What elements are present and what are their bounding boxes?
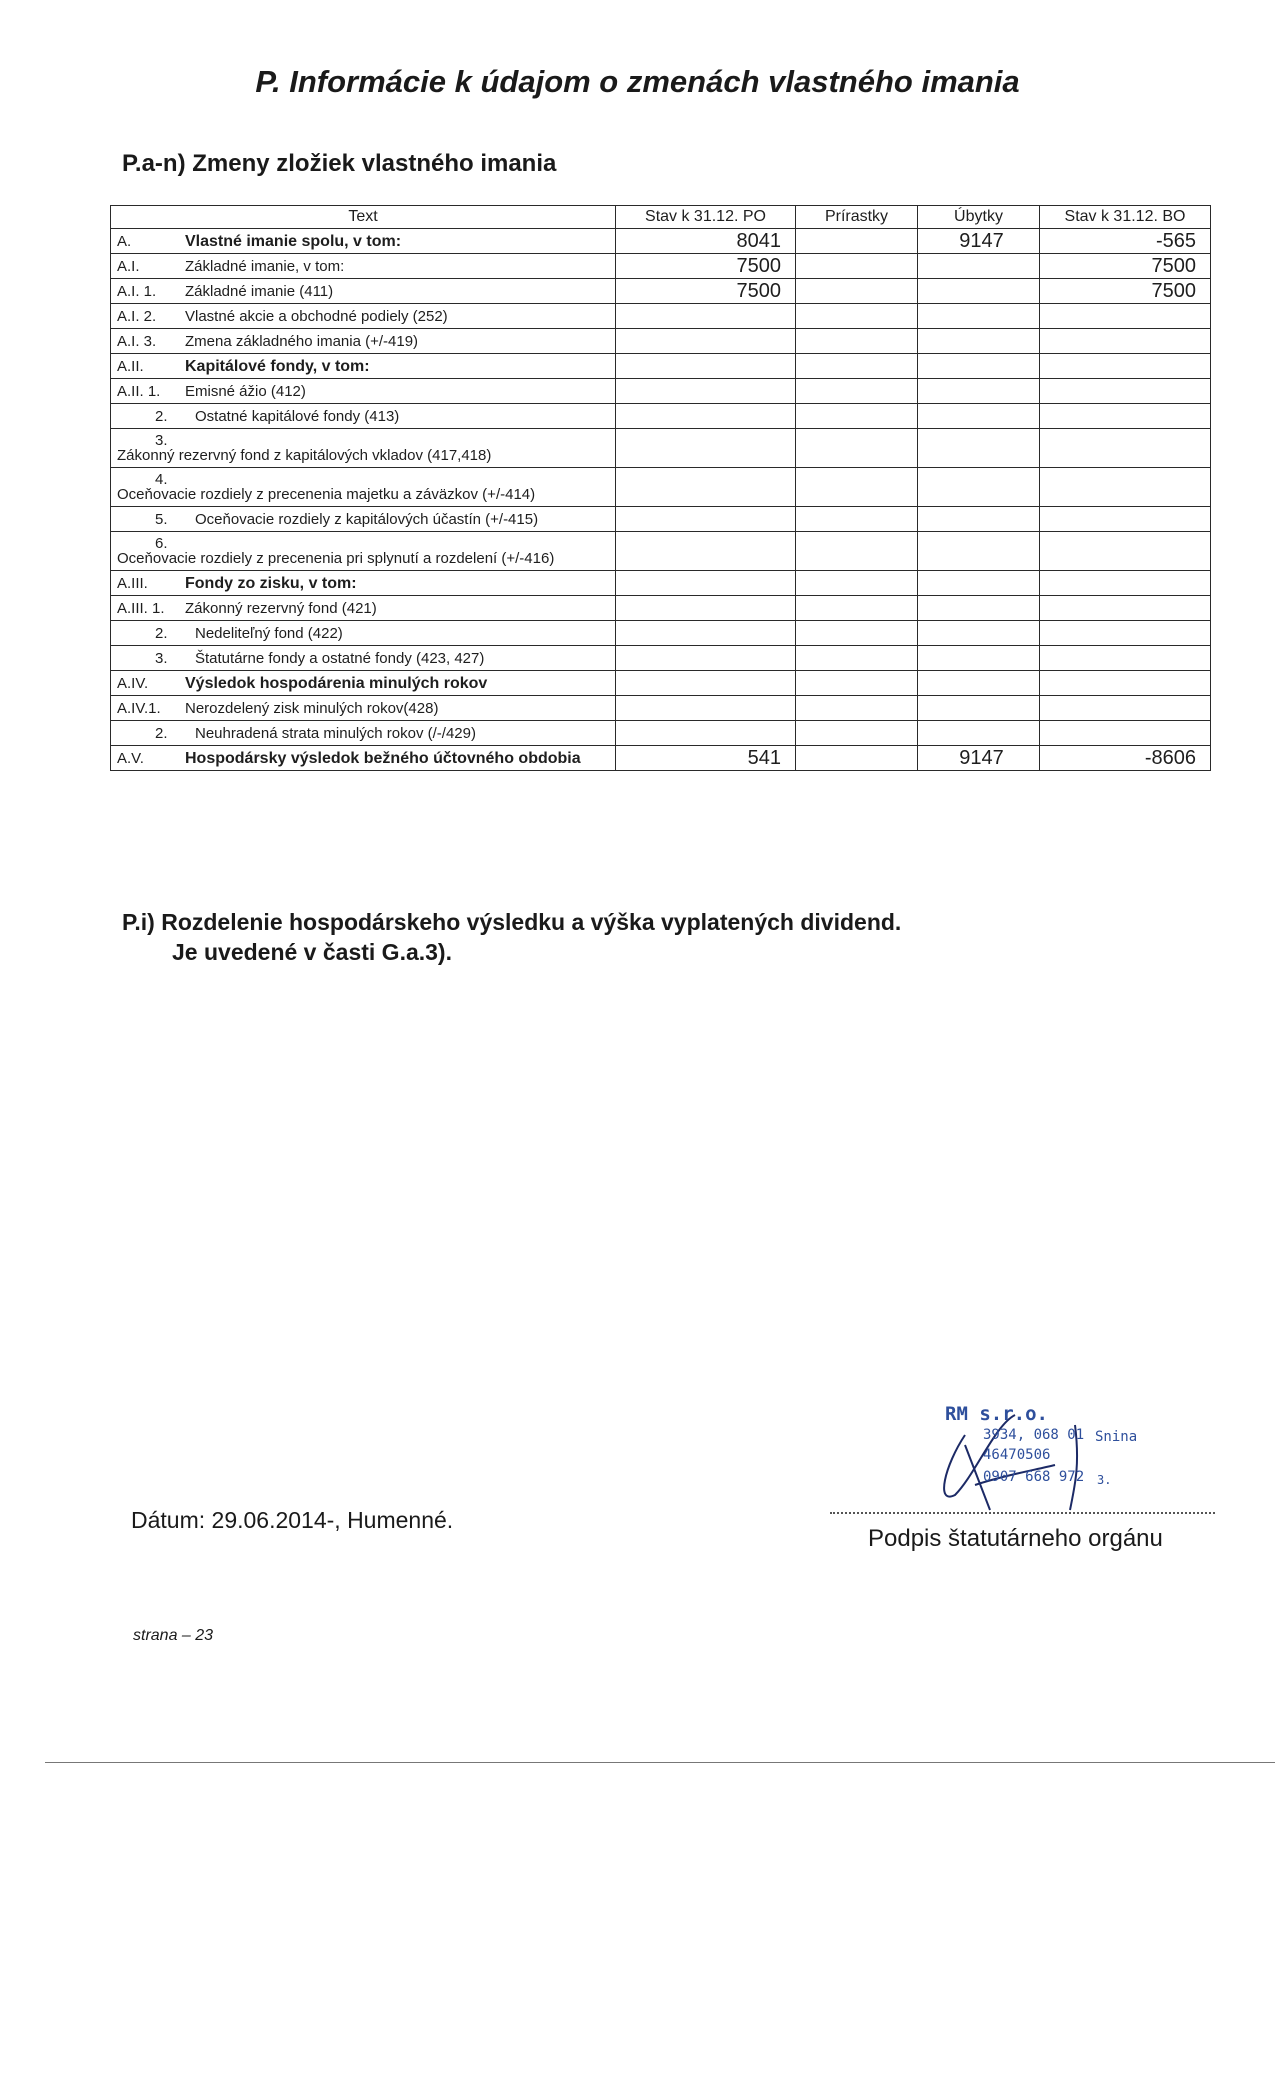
section-pi bbox=[122, 907, 901, 967]
cell-prirastky bbox=[796, 279, 918, 304]
cell-stav-bo: -565 bbox=[1040, 229, 1211, 254]
row-code: A.V. bbox=[117, 749, 144, 767]
cell-prirastky bbox=[796, 507, 918, 532]
stamp-city: Snina bbox=[1095, 1429, 1138, 1445]
row-label-cell bbox=[111, 571, 616, 596]
row-label-cell bbox=[111, 532, 616, 571]
cell-ubytky bbox=[918, 671, 1040, 696]
cell-ubytky bbox=[918, 596, 1040, 621]
cell-ubytky bbox=[918, 279, 1040, 304]
stamp-phone: 0907 668 972 bbox=[983, 1469, 1085, 1485]
cell-prirastky bbox=[796, 229, 918, 254]
cell-stav-po bbox=[616, 721, 796, 746]
cell-prirastky bbox=[796, 429, 918, 468]
cell-ubytky bbox=[918, 404, 1040, 429]
cell-prirastky bbox=[796, 379, 918, 404]
table-row bbox=[111, 507, 1211, 532]
row-code: A.I. bbox=[117, 257, 140, 275]
row-label-cell bbox=[111, 696, 616, 721]
stamp-company: RM s.r.o. bbox=[945, 1403, 1048, 1425]
row-code: 2. bbox=[155, 624, 168, 642]
table-row bbox=[111, 746, 1211, 771]
cell-stav-po bbox=[616, 304, 796, 329]
cell-stav-po bbox=[616, 429, 796, 468]
row-label: Vlastné imanie spolu, v tom: bbox=[185, 232, 402, 250]
row-label-cell bbox=[111, 354, 616, 379]
col-header-ubytky: Úbytky bbox=[918, 206, 1040, 229]
row-code: A. bbox=[117, 232, 132, 250]
cell-stav-po bbox=[616, 596, 796, 621]
row-label-cell bbox=[111, 646, 616, 671]
row-code: 2. bbox=[155, 407, 168, 425]
cell-stav-po bbox=[616, 507, 796, 532]
cell-stav-bo: 7500 bbox=[1040, 279, 1211, 304]
cell-stav-bo bbox=[1040, 329, 1211, 354]
row-label: Základné imanie, v tom: bbox=[185, 257, 345, 275]
col-header-stav-po: Stav k 31.12. PO bbox=[616, 206, 796, 229]
cell-stav-po bbox=[616, 379, 796, 404]
table-row bbox=[111, 671, 1211, 696]
cell-ubytky bbox=[918, 571, 1040, 596]
cell-stav-bo: -8606 bbox=[1040, 746, 1211, 771]
row-label: Oceňovacie rozdiely z kapitálových účastín (+/-415) bbox=[195, 510, 539, 528]
row-label: Zmena základného imania (+/-419) bbox=[185, 332, 419, 350]
cell-ubytky bbox=[918, 646, 1040, 671]
footer-divider bbox=[45, 1762, 1275, 1763]
col-header-prirastky: Prírastky bbox=[796, 206, 918, 229]
cell-prirastky bbox=[796, 721, 918, 746]
cell-prirastky bbox=[796, 304, 918, 329]
cell-stav-po bbox=[616, 329, 796, 354]
row-code: 4. bbox=[155, 471, 168, 488]
table-row bbox=[111, 254, 1211, 279]
cell-prirastky bbox=[796, 329, 918, 354]
cell-prirastky bbox=[796, 646, 918, 671]
cell-stav-bo: 7500 bbox=[1040, 254, 1211, 279]
row-label: Oceňovacie rozdiely z precenenia majetku a záväzkov (+/-414) bbox=[117, 486, 536, 503]
document-title: P. Informácie k údajom o zmenách vlastného imania bbox=[255, 64, 1020, 99]
row-label: Neuhradená strata minulých rokov (/-/429) bbox=[195, 724, 476, 742]
row-label-cell bbox=[111, 671, 616, 696]
table-row bbox=[111, 354, 1211, 379]
table-row bbox=[111, 571, 1211, 596]
cell-ubytky bbox=[918, 621, 1040, 646]
cell-stav-bo bbox=[1040, 671, 1211, 696]
row-label: Vlastné akcie a obchodné podiely (252) bbox=[185, 307, 448, 325]
cell-stav-po bbox=[616, 571, 796, 596]
table-row bbox=[111, 379, 1211, 404]
table-row bbox=[111, 329, 1211, 354]
cell-stav-bo bbox=[1040, 696, 1211, 721]
signature-label: Podpis štatutárneho orgánu bbox=[868, 1525, 1163, 1552]
cell-ubytky: 9147 bbox=[918, 746, 1040, 771]
cell-stav-po bbox=[616, 404, 796, 429]
row-code: A.I. 2. bbox=[117, 307, 157, 325]
cell-prirastky bbox=[796, 532, 918, 571]
cell-stav-po: 7500 bbox=[616, 279, 796, 304]
cell-stav-bo bbox=[1040, 404, 1211, 429]
cell-stav-bo bbox=[1040, 621, 1211, 646]
cell-stav-po bbox=[616, 354, 796, 379]
row-label-cell bbox=[111, 429, 616, 468]
table-row bbox=[111, 429, 1211, 468]
cell-prirastky bbox=[796, 746, 918, 771]
cell-ubytky bbox=[918, 532, 1040, 571]
page-number: strana – 23 bbox=[133, 1627, 214, 1644]
row-label-cell bbox=[111, 596, 616, 621]
row-label-cell bbox=[111, 304, 616, 329]
table-row bbox=[111, 304, 1211, 329]
cell-ubytky bbox=[918, 329, 1040, 354]
table-row bbox=[111, 721, 1211, 746]
row-label: Kapitálové fondy, v tom: bbox=[185, 357, 370, 375]
cell-stav-po bbox=[616, 621, 796, 646]
cell-prirastky bbox=[796, 696, 918, 721]
equity-changes-table bbox=[110, 205, 1211, 771]
row-label-cell bbox=[111, 468, 616, 507]
row-label: Fondy zo zisku, v tom: bbox=[185, 574, 357, 592]
row-code: A.II. 1. bbox=[117, 382, 161, 400]
cell-stav-bo bbox=[1040, 379, 1211, 404]
table-row bbox=[111, 532, 1211, 571]
row-code: A.III. 1. bbox=[117, 599, 165, 617]
table-row bbox=[111, 279, 1211, 304]
cell-stav-bo bbox=[1040, 571, 1211, 596]
row-label: Zákonný rezervný fond (421) bbox=[185, 599, 377, 617]
row-label-cell bbox=[111, 621, 616, 646]
row-code: A.I. 3. bbox=[117, 332, 157, 350]
row-label: Zákonný rezervný fond z kapitálových vkladov (417,418) bbox=[117, 447, 492, 464]
cell-stav-bo bbox=[1040, 721, 1211, 746]
cell-stav-bo bbox=[1040, 532, 1211, 571]
stamp-postcode: 3934, 068 01 bbox=[983, 1427, 1085, 1443]
row-label-cell bbox=[111, 721, 616, 746]
table-row bbox=[111, 621, 1211, 646]
cell-ubytky bbox=[918, 254, 1040, 279]
row-label: Ostatné kapitálové fondy (413) bbox=[195, 407, 400, 425]
row-label-cell bbox=[111, 507, 616, 532]
table-body bbox=[111, 229, 1211, 771]
row-label: Nerozdelený zisk minulých rokov(428) bbox=[185, 699, 439, 717]
row-label: Emisné ážio (412) bbox=[185, 382, 306, 400]
row-label-cell bbox=[111, 379, 616, 404]
col-header-text: Text bbox=[111, 206, 616, 229]
cell-ubytky bbox=[918, 468, 1040, 507]
col-header-stav-bo: Stav k 31.12. BO bbox=[1040, 206, 1211, 229]
cell-ubytky bbox=[918, 721, 1040, 746]
row-label: Základné imanie (411) bbox=[185, 282, 334, 300]
table-row bbox=[111, 404, 1211, 429]
row-label-cell bbox=[111, 229, 616, 254]
row-code: A.I. 1. bbox=[117, 282, 157, 300]
row-code: A.IV. bbox=[117, 674, 149, 692]
cell-prirastky bbox=[796, 621, 918, 646]
section-title: P.a-n) Zmeny zložiek vlastného imania bbox=[122, 150, 557, 177]
row-label-cell bbox=[111, 254, 616, 279]
cell-ubytky bbox=[918, 507, 1040, 532]
cell-prirastky bbox=[796, 596, 918, 621]
row-label-cell bbox=[111, 329, 616, 354]
cell-prirastky bbox=[796, 404, 918, 429]
table-row bbox=[111, 596, 1211, 621]
cell-stav-po: 541 bbox=[616, 746, 796, 771]
table-header-row bbox=[111, 206, 1211, 229]
cell-stav-po bbox=[616, 696, 796, 721]
cell-prirastky bbox=[796, 671, 918, 696]
row-label: Štatutárne fondy a ostatné fondy (423, 427) bbox=[195, 649, 485, 667]
cell-stav-po: 7500 bbox=[616, 254, 796, 279]
cell-stav-po bbox=[616, 671, 796, 696]
section-pi-note: Je uvedené v časti G.a.3). bbox=[172, 939, 452, 965]
table-row bbox=[111, 468, 1211, 507]
row-label-cell bbox=[111, 279, 616, 304]
cell-stav-po bbox=[616, 646, 796, 671]
cell-ubytky bbox=[918, 429, 1040, 468]
cell-prirastky bbox=[796, 571, 918, 596]
row-code: 3. bbox=[155, 432, 168, 449]
row-label: Oceňovacie rozdiely z precenenia pri splynutí a rozdelení (+/-416) bbox=[117, 550, 555, 567]
row-label: Hospodársky výsledok bežného účtovného obdobia bbox=[185, 749, 581, 767]
row-label: Nedeliteľný fond (422) bbox=[195, 624, 343, 642]
table-row bbox=[111, 696, 1211, 721]
cell-ubytky bbox=[918, 696, 1040, 721]
date-place: Dátum: 29.06.2014-, Humenné. bbox=[131, 1507, 454, 1533]
cell-prirastky bbox=[796, 468, 918, 507]
cell-ubytky bbox=[918, 379, 1040, 404]
cell-prirastky bbox=[796, 254, 918, 279]
cell-stav-bo bbox=[1040, 429, 1211, 468]
cell-stav-bo bbox=[1040, 646, 1211, 671]
row-label: Výsledok hospodárenia minulých rokov bbox=[185, 674, 488, 692]
row-code: A.III. bbox=[117, 574, 148, 592]
signature-line bbox=[830, 1512, 1215, 1514]
row-label-cell bbox=[111, 746, 616, 771]
row-code: 2. bbox=[155, 724, 168, 742]
cell-stav-bo bbox=[1040, 354, 1211, 379]
table-row bbox=[111, 646, 1211, 671]
cell-stav-po bbox=[616, 468, 796, 507]
table-row bbox=[111, 229, 1211, 254]
cell-ubytky: 9147 bbox=[918, 229, 1040, 254]
cell-ubytky bbox=[918, 304, 1040, 329]
cell-ubytky bbox=[918, 354, 1040, 379]
row-code: 6. bbox=[155, 535, 168, 552]
stamp-mark: 3. bbox=[1097, 1473, 1112, 1487]
row-code: A.IV.1. bbox=[117, 699, 161, 717]
section-pi-title: P.i) Rozdelenie hospodárskeho výsledku a výška vyplatených dividend. bbox=[122, 909, 902, 935]
row-code: 3. bbox=[155, 649, 168, 667]
cell-prirastky bbox=[796, 354, 918, 379]
stamp-ico: 46470506 bbox=[983, 1447, 1051, 1463]
cell-stav-bo bbox=[1040, 468, 1211, 507]
cell-stav-po: 8041 bbox=[616, 229, 796, 254]
cell-stav-bo bbox=[1040, 304, 1211, 329]
row-code: 5. bbox=[155, 510, 168, 528]
row-code: A.II. bbox=[117, 357, 144, 375]
cell-stav-bo bbox=[1040, 596, 1211, 621]
row-label-cell bbox=[111, 404, 616, 429]
cell-stav-po bbox=[616, 532, 796, 571]
cell-stav-bo bbox=[1040, 507, 1211, 532]
